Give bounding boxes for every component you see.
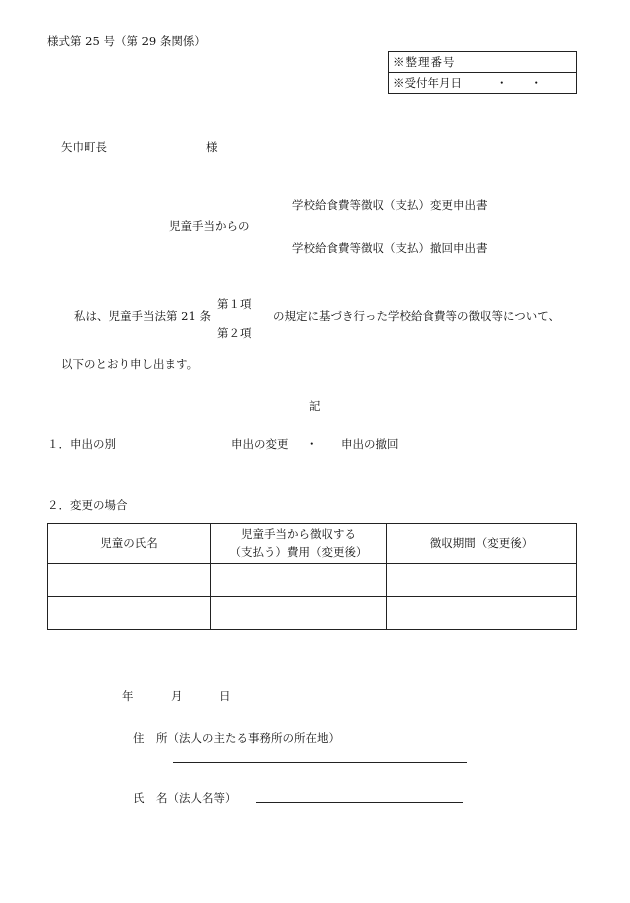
header-child-name: 児童の氏名 — [48, 524, 211, 564]
address-label: 住 所（法人の主たる事務所の所在地） — [133, 731, 340, 745]
clause-1: 第１項 — [217, 297, 252, 311]
title-option-change: 学校給食費等徴収（支払）変更申出書 — [292, 198, 488, 212]
cell-child-name[interactable] — [48, 597, 211, 630]
cell-fee[interactable] — [211, 597, 387, 630]
addressee-honorific: 様 — [206, 140, 218, 154]
cell-period[interactable] — [387, 597, 577, 630]
section2-label: ２．変更の場合 — [47, 498, 128, 512]
cell-fee[interactable] — [211, 564, 387, 597]
statement-line2: 以下のとおり申し出ます。 — [61, 357, 199, 371]
statement-lead: 私は、児童手当法第 21 条 — [74, 309, 211, 323]
office-use-box — [388, 51, 577, 94]
table-header-row — [48, 524, 577, 564]
section1-label: １．申出の別 — [47, 437, 116, 451]
section1-separator: ・ — [306, 437, 318, 451]
ref-number-label: ※整理番号 — [393, 55, 456, 69]
date-day: 日 — [219, 689, 231, 703]
address-signature-line[interactable] — [173, 762, 467, 763]
change-table — [47, 523, 577, 630]
name-label: 氏 名（法人名等） — [133, 791, 237, 805]
statement-rest: の規定に基づき行った学校給食費等の徴収等について、 — [273, 309, 561, 323]
cell-child-name[interactable] — [48, 564, 211, 597]
header-fee: 児童手当から徴収する （支払う）費用（変更後） — [211, 524, 387, 564]
form-number: 様式第 25 号（第 29 条関係） — [47, 34, 206, 48]
received-date-dots: ・ ・ — [496, 76, 542, 90]
title-option-withdraw: 学校給食費等徴収（支払）撤回申出書 — [292, 241, 488, 255]
cell-period[interactable] — [387, 564, 577, 597]
addressee-name: 矢巾町長 — [61, 140, 107, 154]
ki-heading: 記 — [309, 399, 321, 413]
received-date-label: ※受付年月日 — [393, 76, 462, 90]
date-year: 年 — [122, 689, 134, 703]
table-row — [48, 564, 577, 597]
table-row — [48, 597, 577, 630]
header-period: 徴収期間（変更後） — [387, 524, 577, 564]
section1-option-withdraw: 申出の撤回 — [341, 437, 399, 451]
title-prefix: 児童手当からの — [169, 219, 250, 233]
office-box-divider — [389, 72, 576, 73]
date-month: 月 — [171, 689, 183, 703]
section1-option-change: 申出の変更 — [231, 437, 289, 451]
name-signature-line[interactable] — [256, 802, 463, 803]
clause-2: 第２項 — [217, 326, 252, 340]
